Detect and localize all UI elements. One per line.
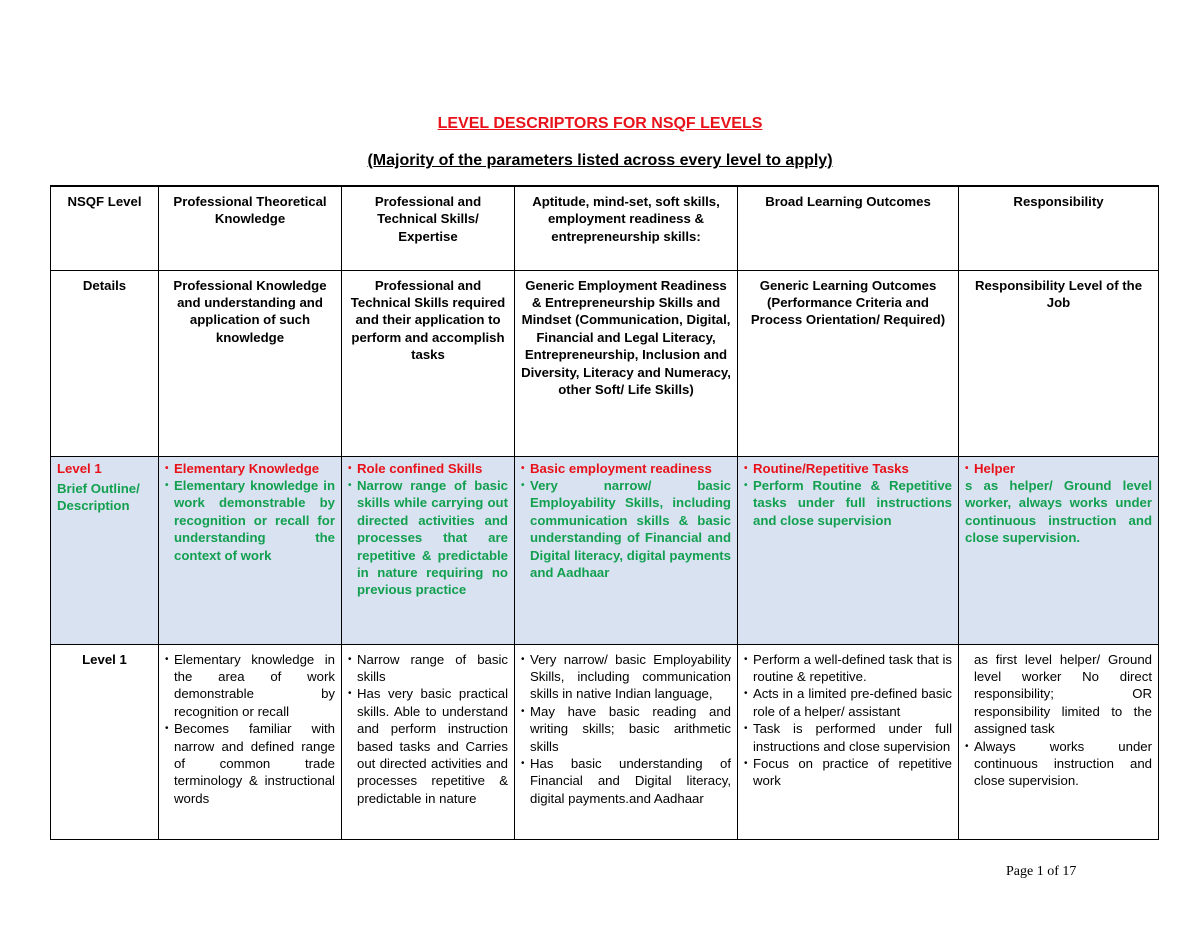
responsibility-text: as first level helper/ Ground level worker No direct responsibility; OR responsibility limited to the assigned task [974,651,1152,737]
list-item: • Basic employment readiness [521,460,731,477]
level1-brief-row [51,456,1159,644]
list-item: • Becomes familiar with narrow and defined range of common trade terminology & instructional words [165,720,335,807]
details-knowledge: Professional Knowledge and understanding and application of such knowledge [159,270,342,456]
list-item: • Perform a well-defined task that is routine & repetitive. [744,651,952,686]
list-item: • Elementary Knowledge [165,460,335,477]
level1-knowledge [159,644,342,839]
header-learning-outcomes: Broad Learning Outcomes [738,186,959,270]
header-responsibility: Responsibility [959,186,1159,270]
list-item: • Task is performed under full instructions and close supervision [744,720,952,755]
list-item: • Very narrow/ basic Employability Skills, including communication skills & basic understanding of Financial and Digital literacy, digital payments and Aadhaar [521,477,731,581]
document-title: LEVEL DESCRIPTORS FOR NSQF LEVELS [437,115,763,132]
details-outcomes: Generic Learning Outcomes (Performance Criteria and Process Orientation/ Required) [738,270,959,456]
list-item: • Elementary knowledge in work demonstrable by recognition or recall for understanding the context of work [165,477,335,564]
list-item: • Perform Routine & Repetitive tasks under full instructions and close supervision [744,477,952,529]
level1-brief-aptitude [515,456,738,644]
list-item: • Narrow range of basic skills while carrying out directed activities and processes that are repetitive & predictable in nature requiring no previous practice [348,477,508,599]
level1-aptitude [515,644,738,839]
page-number: Page 1 of 17 [1006,864,1077,879]
level1-brief-knowledge [159,456,342,644]
document-subtitle: (Majority of the parameters listed across every level to apply) [367,152,833,169]
details-skills: Professional and Technical Skills required and their application to perform and accomplish tasks [342,270,515,456]
list-item: • Role confined Skills [348,460,508,477]
list-item: • Very narrow/ basic Employability Skills, including communication skills in native Indian language, [521,651,731,703]
level1-brief-skills [342,456,515,644]
list-item: • Acts in a limited pre-defined basic role of a helper/ assistant [744,685,952,720]
level1-responsibility [959,644,1159,839]
level1-brief-outcomes [738,456,959,644]
level1-brief-desc: Brief Outline/ Description [57,480,140,514]
list-item: • Always works under continuous instruction and close supervision. [965,738,1152,790]
list-item: • Narrow range of basic skills [348,651,508,686]
table-header-row [51,186,1159,270]
level1-row [51,644,1159,839]
list-item: • Routine/Repetitive Tasks [744,460,952,477]
details-label: Details [51,270,159,456]
level1-brief-label [51,456,159,644]
table-details-row [51,270,1159,456]
header-technical-skills: Professional and Technical Skills/ Expertise [342,186,515,270]
header-aptitude: Aptitude, mind-set, soft skills, employment readiness & entrepreneurship skills: [515,186,738,270]
details-aptitude: Generic Employment Readiness & Entrepreneurship Skills and Mindset (Communication, Digital, Financial and Legal Literacy, Entrepreneurship, Inclusion and Diversity, Literacy and Numeracy, other Soft/ Life Skills) [515,270,738,456]
details-responsibility: Responsibility Level of the Job [959,270,1159,456]
list-item: • Elementary knowledge in the area of work demonstrable by recognition or recall [165,651,335,721]
list-item: • Has basic understanding of Financial and Digital literacy, digital payments.and Aadhaar [521,755,731,807]
list-item: • Has very basic practical skills. Able to understand and perform instruction based tasks and Carries out directed activities and processes repetitive & predictable in nature [348,685,508,807]
level1-skills [342,644,515,839]
list-item: • Helper [965,460,1152,477]
level-descriptors-table [50,185,1159,840]
responsibility-text: s as helper/ Ground level worker, always works under continuous instruction and close supervision. [965,477,1152,546]
header-theoretical-knowledge: Professional Theoretical Knowledge [159,186,342,270]
level1-brief-level: Level 1 [57,460,102,476]
list-item: • May have basic reading and writing skills; basic arithmetic skills [521,703,731,755]
header-nsqf-level: NSQF Level [51,186,159,270]
list-item: • Focus on practice of repetitive work [744,755,952,790]
level1-brief-responsibility [959,456,1159,644]
level1-label: Level 1 [51,644,159,839]
level1-outcomes [738,644,959,839]
